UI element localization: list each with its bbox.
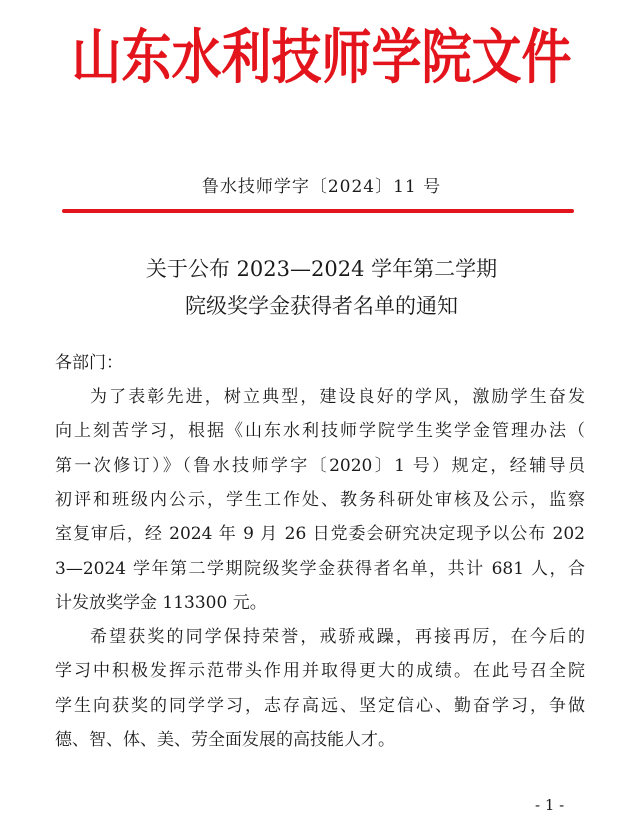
red-divider-line [62,209,574,213]
paragraph-1-line: 计发放奖学金 113300 元。 [55,593,267,613]
paragraph-1-line: 3—2024 学年第二学期院级奖学金获得者名单，共计 681 人，合 [55,559,585,579]
document-number: 鲁水技师学字〔2024〕11 号 [201,177,442,197]
paragraph-1-line: 第一次修订）》（鲁水技师学字〔2020〕1 号）规定，经辅导员 [55,456,585,476]
document-masthead: 山东水利技师学院文件 [71,21,572,92]
paragraph-1-line: 初评和班级内公示，学生工作处、教务科研处审核及公示，监察 [55,490,585,510]
page-number: - 1 - [535,796,565,814]
paragraph-2-line: 学生向获奖的同学学习，志存高远、坚定信心、勤奋学习，争做 [55,696,585,716]
salutation: 各部门： [55,353,123,373]
notice-title-line-1: 关于公布 2023—2024 学年第二学期 [145,257,498,281]
paragraph-1-line: 室复审后，经 2024 年 9 月 26 日党委会研究决定现予以公布 202 [55,524,585,544]
paragraph-1-line: 向上刻苦学习，根据《山东水利技师学院学生奖学金管理办法（ [55,421,585,441]
notice-title-line-2: 院级奖学金获得者名单的通知 [185,294,458,318]
paragraph-2-line: 德、智、体、美、劳全面发展的高技能人才。 [55,730,395,750]
paragraph-1-line: 为了表彰先进，树立典型，建设良好的学风，激励学生奋发 [90,387,585,407]
paragraph-2-line: 学习中积极发挥示范带头作用并取得更大的成绩。在此号召全院 [55,661,585,681]
paragraph-2-line: 希望获奖的同学保持荣誉，戒骄戒躁，再接再厉，在今后的 [90,627,585,647]
